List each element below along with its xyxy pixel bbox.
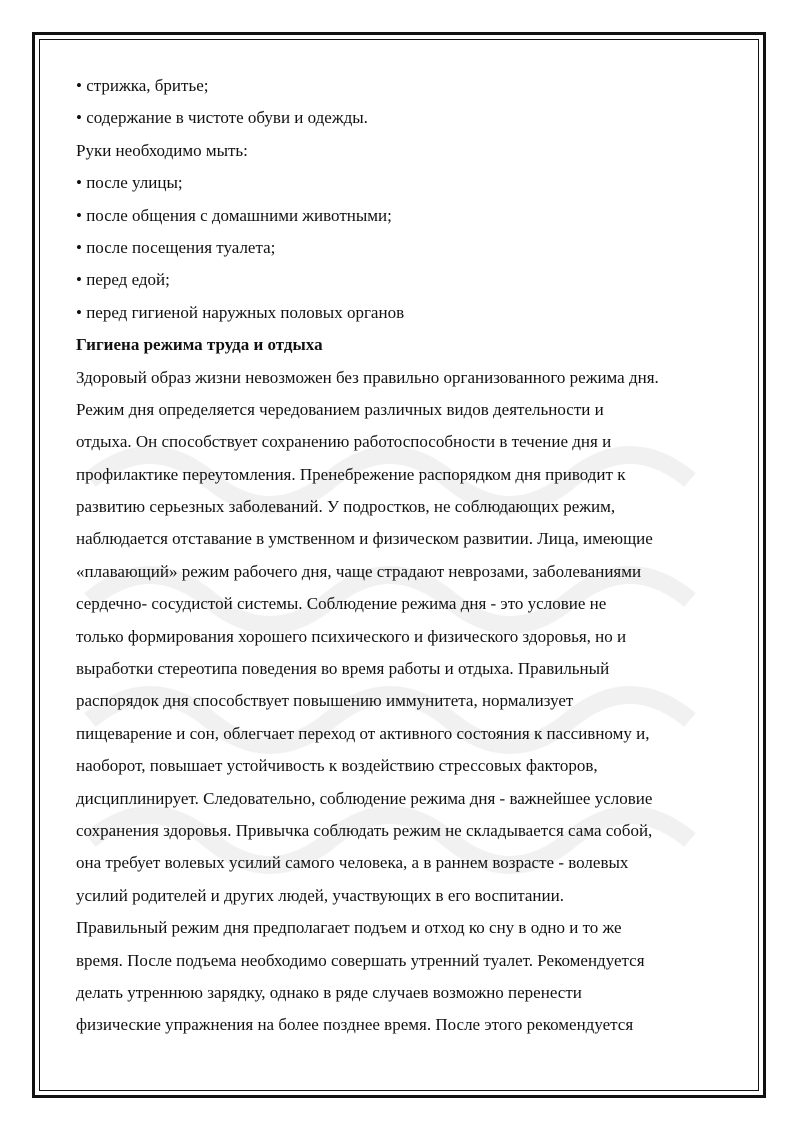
paragraph-line: пищеварение и сон, облегчает переход от активного состояния к пассивному и, bbox=[76, 723, 650, 743]
paragraph-line: физические упражнения на более позднее время. После этого рекомендуется bbox=[76, 1015, 634, 1035]
bullet-item: • содержание в чистоте обуви и одежды. bbox=[76, 108, 368, 128]
paragraph-line: «плавающий» режим рабочего дня, чаще страдают неврозами, заболеваниями bbox=[76, 561, 642, 581]
hands-intro: Руки необходимо мыть: bbox=[76, 140, 248, 160]
paragraph-line: время. После подъема необходимо совершать утренний туалет. Рекомендуется bbox=[76, 950, 645, 970]
paragraph-line: распорядок дня способствует повышению иммунитета, нормализует bbox=[76, 691, 574, 711]
paragraph-line: профилактике переутомления. Пренебрежение распорядком дня приводит к bbox=[76, 464, 626, 484]
section-heading: Гигиена режима труда и отдыха bbox=[76, 335, 323, 355]
paragraph-line: сохранения здоровья. Привычка соблюдать режим не складывается сама собой, bbox=[76, 820, 653, 840]
document-body bbox=[76, 70, 736, 1042]
paragraph-line: выработки стереотипа поведения во время работы и отдыха. Правильный bbox=[76, 659, 610, 679]
paragraph-line: дисциплинирует. Следовательно, соблюдение режима дня - важнейшее условие bbox=[76, 788, 653, 808]
paragraph-line: наоборот, повышает устойчивость к воздействию стрессовых факторов, bbox=[76, 756, 598, 776]
paragraph-line: Режим дня определяется чередованием различных видов деятельности и bbox=[76, 399, 604, 419]
paragraph-line: усилий родителей и других людей, участвующих в его воспитании. bbox=[76, 885, 564, 905]
paragraph-line: делать утреннюю зарядку, однако в ряде случаев возможно перенести bbox=[76, 982, 582, 1002]
paragraph-line: она требует волевых усилий самого человека, а в раннем возрасте - волевых bbox=[76, 853, 629, 873]
paragraph-line: Правильный режим дня предполагает подъем и отход ко сну в одно и то же bbox=[76, 918, 622, 938]
paragraph-line: Здоровый образ жизни невозможен без правильно организованного режима дня. bbox=[76, 367, 659, 387]
bullet-item: • перед едой; bbox=[76, 270, 170, 290]
bullet-item: • перед гигиеной наружных половых органов bbox=[76, 302, 405, 322]
bullet-item: • после общения с домашними животными; bbox=[76, 205, 392, 225]
paragraph-line: развитию серьезных заболеваний. У подростков, не соблюдающих режим, bbox=[76, 497, 616, 517]
bullet-item: • после посещения туалета; bbox=[76, 237, 276, 257]
bullet-item: • стрижка, бритье; bbox=[76, 76, 209, 95]
paragraph-line: только формирования хорошего психического и физического здоровья, но и bbox=[76, 626, 627, 646]
bullet-item: • после улицы; bbox=[76, 173, 183, 193]
paragraph-line: сердечно- сосудистой системы. Соблюдение режима дня - это условие не bbox=[76, 594, 607, 614]
paragraph-line: отдыха. Он способствует сохранению работоспособности в течение дня и bbox=[76, 432, 612, 452]
paragraph-line: наблюдается отставание в умственном и физическом развитии. Лица, имеющие bbox=[76, 529, 653, 549]
